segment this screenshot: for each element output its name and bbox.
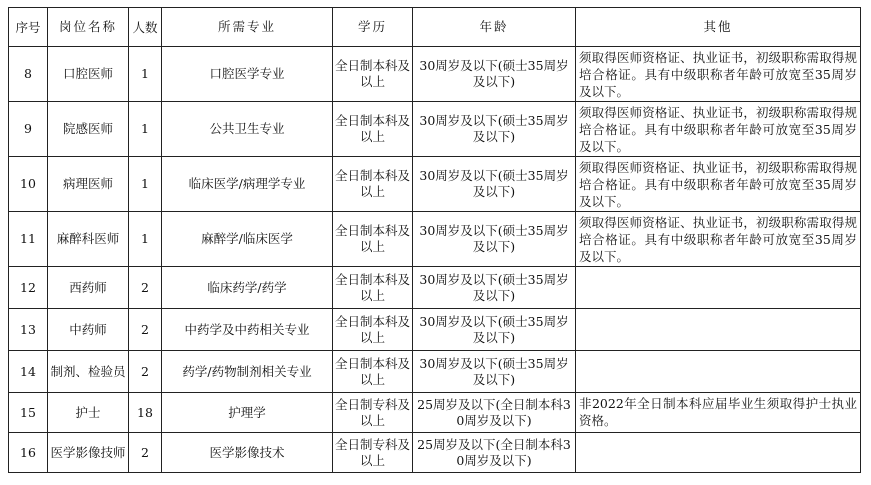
table-row bbox=[9, 212, 861, 267]
cell-position: 口腔医师 bbox=[48, 47, 129, 102]
cell-seq: 9 bbox=[9, 102, 48, 157]
cell-education: 全日制本科及以上 bbox=[333, 47, 413, 102]
cell-age: 25周岁及以下(全日制本科30周岁及以下) bbox=[413, 433, 576, 473]
cell-seq: 14 bbox=[9, 351, 48, 393]
cell-position: 病理医师 bbox=[48, 157, 129, 212]
cell-education: 全日制本科及以上 bbox=[333, 351, 413, 393]
cell-major: 口腔医学专业 bbox=[162, 47, 333, 102]
cell-age: 25周岁及以下(全日制本科30周岁及以下) bbox=[413, 393, 576, 433]
cell-major: 中药学及中药相关专业 bbox=[162, 309, 333, 351]
cell-other: 非2022年全日制本科应届毕业生须取得护士执业资格。 bbox=[576, 393, 861, 433]
cell-seq: 13 bbox=[9, 309, 48, 351]
cell-count: 2 bbox=[129, 267, 162, 309]
cell-seq: 15 bbox=[9, 393, 48, 433]
cell-count: 2 bbox=[129, 351, 162, 393]
cell-major: 临床药学/药学 bbox=[162, 267, 333, 309]
header-major: 所需专业 bbox=[162, 8, 333, 47]
cell-count: 1 bbox=[129, 157, 162, 212]
cell-education: 全日制专科及以上 bbox=[333, 393, 413, 433]
cell-position: 医学影像技师 bbox=[48, 433, 129, 473]
cell-major: 麻醉学/临床医学 bbox=[162, 212, 333, 267]
table-row bbox=[9, 309, 861, 351]
header-age: 年龄 bbox=[413, 8, 576, 47]
cell-education: 全日制本科及以上 bbox=[333, 157, 413, 212]
cell-education: 全日制本科及以上 bbox=[333, 212, 413, 267]
header-seq: 序号 bbox=[9, 8, 48, 47]
cell-other bbox=[576, 433, 861, 473]
cell-other: 须取得医师资格证、执业证书，初级职称需取得规培合格证。具有中级职称者年龄可放宽至35周岁及以下。 bbox=[576, 212, 861, 267]
table-row bbox=[9, 433, 861, 473]
cell-position: 西药师 bbox=[48, 267, 129, 309]
table-row bbox=[9, 157, 861, 212]
cell-age: 30周岁及以下(硕士35周岁及以下) bbox=[413, 102, 576, 157]
cell-age: 30周岁及以下(硕士35周岁及以下) bbox=[413, 309, 576, 351]
cell-major: 公共卫生专业 bbox=[162, 102, 333, 157]
cell-other bbox=[576, 309, 861, 351]
cell-position: 制剂、检验员 bbox=[48, 351, 129, 393]
cell-other bbox=[576, 267, 861, 309]
cell-count: 1 bbox=[129, 212, 162, 267]
header-education: 学历 bbox=[333, 8, 413, 47]
table-row bbox=[9, 47, 861, 102]
cell-seq: 11 bbox=[9, 212, 48, 267]
header-other: 其他 bbox=[576, 8, 861, 47]
cell-seq: 12 bbox=[9, 267, 48, 309]
cell-seq: 10 bbox=[9, 157, 48, 212]
cell-position: 麻醉科医师 bbox=[48, 212, 129, 267]
cell-position: 护士 bbox=[48, 393, 129, 433]
cell-major: 药学/药物制剂相关专业 bbox=[162, 351, 333, 393]
cell-education: 全日制本科及以上 bbox=[333, 102, 413, 157]
cell-seq: 16 bbox=[9, 433, 48, 473]
cell-major: 临床医学/病理学专业 bbox=[162, 157, 333, 212]
cell-age: 30周岁及以下(硕士35周岁及以下) bbox=[413, 351, 576, 393]
cell-major: 护理学 bbox=[162, 393, 333, 433]
cell-other: 须取得医师资格证、执业证书，初级职称需取得规培合格证。具有中级职称者年龄可放宽至35周岁及以下。 bbox=[576, 157, 861, 212]
recruitment-table bbox=[8, 7, 861, 473]
table-row bbox=[9, 351, 861, 393]
cell-count: 18 bbox=[129, 393, 162, 433]
table-row bbox=[9, 102, 861, 157]
table-row bbox=[9, 393, 861, 433]
cell-seq: 8 bbox=[9, 47, 48, 102]
cell-education: 全日制本科及以上 bbox=[333, 309, 413, 351]
cell-count: 2 bbox=[129, 433, 162, 473]
header-row bbox=[9, 8, 861, 47]
cell-other bbox=[576, 351, 861, 393]
table-row bbox=[9, 267, 861, 309]
cell-other: 须取得医师资格证、执业证书，初级职称需取得规培合格证。具有中级职称者年龄可放宽至35周岁及以下。 bbox=[576, 102, 861, 157]
cell-other: 须取得医师资格证、执业证书，初级职称需取得规培合格证。具有中级职称者年龄可放宽至35周岁及以下。 bbox=[576, 47, 861, 102]
table-body bbox=[9, 47, 861, 473]
cell-age: 30周岁及以下(硕士35周岁及以下) bbox=[413, 212, 576, 267]
cell-education: 全日制本科及以上 bbox=[333, 267, 413, 309]
header-count: 人数 bbox=[129, 8, 162, 47]
cell-age: 30周岁及以下(硕士35周岁及以下) bbox=[413, 47, 576, 102]
cell-position: 院感医师 bbox=[48, 102, 129, 157]
header-position: 岗位名称 bbox=[48, 8, 129, 47]
cell-age: 30周岁及以下(硕士35周岁及以下) bbox=[413, 267, 576, 309]
cell-age: 30周岁及以下(硕士35周岁及以下) bbox=[413, 157, 576, 212]
cell-count: 2 bbox=[129, 309, 162, 351]
cell-count: 1 bbox=[129, 47, 162, 102]
cell-position: 中药师 bbox=[48, 309, 129, 351]
cell-count: 1 bbox=[129, 102, 162, 157]
cell-major: 医学影像技术 bbox=[162, 433, 333, 473]
cell-education: 全日制专科及以上 bbox=[333, 433, 413, 473]
